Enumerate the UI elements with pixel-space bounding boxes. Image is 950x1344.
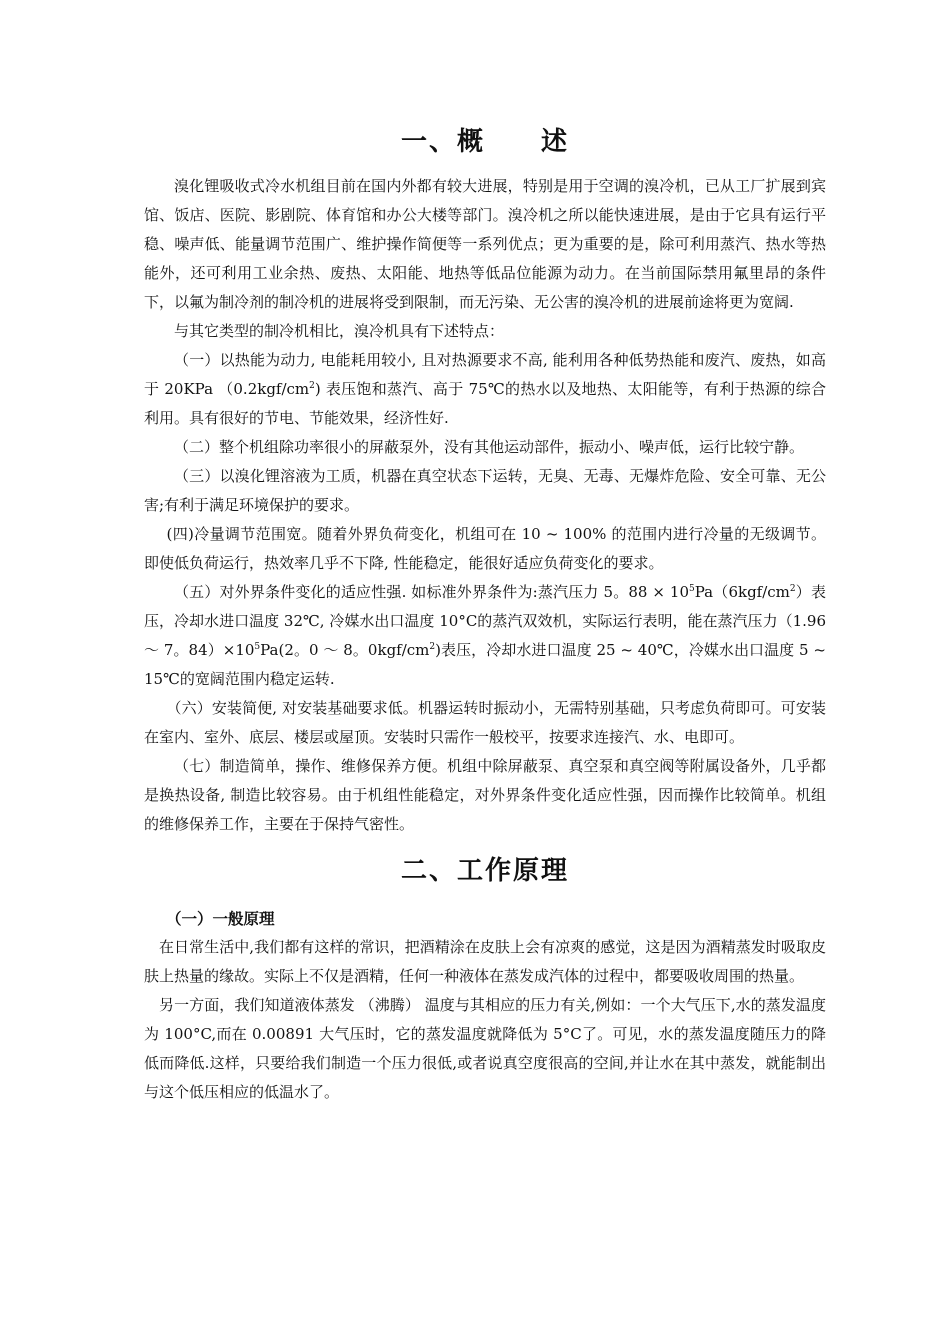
section-title-overview: 一、概 述 <box>400 127 569 157</box>
feature-3: （三）以溴化锂溶液为工质，机器在真空状态下运转，无臭、无毒、无爆炸危险、安全可靠、无公害;有利于满足环境保护的要求。 <box>144 467 826 514</box>
feature-5-text-d: Pa(2。0 ～ 8。0kgf/cm <box>260 641 430 659</box>
superscript: 2 <box>789 584 796 594</box>
feature-1-text-b: ) 表压饱和蒸汽、高于 75℃的热水以及地热、太阳能等，有利于热源的综合利用。具有很好的节电、节能效果，经济性好. <box>144 380 827 427</box>
paragraph-pressure-boiling: 另一方面，我们知道液体蒸发 （沸腾） 温度与其相应的压力有关,例如：一个大气压下,水的蒸发温度为 100°C,而在 0.00891 大气压时，它的蒸发温度就降低为 5°C了。可见，水的蒸发温度随压力的降低而降低.这样，只要给我们制造一个压力很低,或者说真空度很高的空间,并让水在其中蒸发，就能制出与这个低压相应的低温水了。 <box>144 996 826 1101</box>
feature-1 <box>144 346 826 433</box>
feature-4: (四)冷量调节范围宽。随着外界负荷变化，机组可在 10 ~ 100% 的范围内进行冷量的无级调节。即使低负荷运行，热效率几乎不下降, 性能稳定，能很好适应负荷变化的要求。 <box>144 525 826 572</box>
paragraph-features-lead: 与其它类型的制冷机相比，溴冷机具有下述特点： <box>174 322 505 340</box>
feature-5-text-c: ）表压，冷却水进口温度 32℃, 冷媒水出口温度 10°C的蒸汽双效机，实际运行表明，能在蒸汽压力（1.96 ～ 7。84）×10 <box>144 583 831 659</box>
superscript: 5 <box>254 642 261 652</box>
feature-5-text-b: Pa（6kgf/cm <box>694 583 790 601</box>
feature-2: （二）整个机组除功率很小的屏蔽泵外，没有其他运动部件，振动小、噪声低，运行比较宁静。 <box>174 438 805 456</box>
feature-1-text-a: （一）以热能为动力, 电能耗用较小, 且对热源要求不高, 能利用各种低势热能和废汽、废热，如高于 20KPa （0.2kgf/cm <box>144 351 826 398</box>
paragraph-intro: 溴化锂吸收式冷水机组目前在国内外都有较大进展，特别是用于空调的溴冷机，已从工厂扩展到宾馆、饭店、医院、影剧院、体育馆和办公大楼等部门。溴冷机之所以能快速进展，是由于它具有运行平稳、噪声低、能量调节范围广、维护操作简便等一系列优点；更为重要的是，除可利用蒸汽、热水等热能外，还可利用工业余热、废热、太阳能、地热等低品位能源为动力。在当前国际禁用氟里昂的条件下，以氟为制冷剂的制冷机的进展将受到限制，而无污染、无公害的溴冷机的进展前途将更为宽阔. <box>144 177 826 311</box>
feature-5 <box>144 578 831 694</box>
paragraph-alcohol-evaporation: 在日常生活中,我们都有这样的常识，把酒精涂在皮肤上会有凉爽的感觉，这是因为酒精蒸发时吸取皮肤上热量的缘故。实际上不仅是酒精，任何一种液体在蒸发成汽体的过程中，都要吸收周围的热量。 <box>144 938 826 985</box>
subheading-general-principle: （一）一般原理 <box>166 910 275 928</box>
document-body <box>144 118 831 1107</box>
superscript: 2 <box>309 381 315 391</box>
superscript: 2 <box>429 642 436 652</box>
section-title-working-principle: 二、工作原理 <box>400 856 569 886</box>
feature-5-text-a: （五）对外界条件变化的适应性强. 如标准外界条件为:蒸汽压力 5。88 × 10 <box>174 583 689 601</box>
feature-5-text-e: )表压，冷却水进口温度 25 ~ 40℃，冷媒水出口温度 5 ~ 15℃的宽阔范围内稳定运转. <box>144 641 831 688</box>
feature-7: （七）制造简单，操作、维修保养方便。机组中除屏蔽泵、真空泵和真空阀等附属设备外，几乎都是换热设备, 制造比较容易。由于机组性能稳定，对外界条件变化适应性强，因而操作比较简单。机组的维修保养工作，主要在于保持气密性。 <box>144 757 826 833</box>
feature-6: （六）安装简便, 对安装基础要求低。机器运转时振动小，无需特别基础，只考虑负荷即可。可安装在室内、室外、底层、楼层或屋顶。安装时只需作一般校平，按要求连接汽、水、电即可。 <box>144 699 826 746</box>
superscript: 5 <box>689 584 695 594</box>
